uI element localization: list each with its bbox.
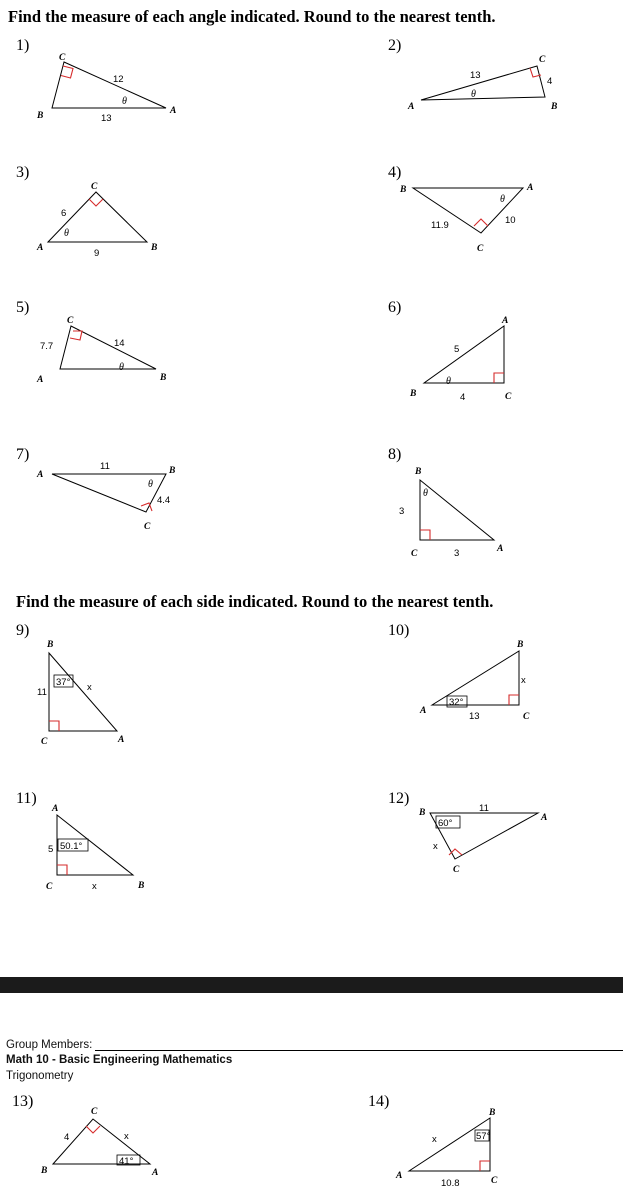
problem-number: 6) (388, 299, 402, 316)
vertex-label: A (152, 1168, 159, 1178)
triangle-9 (49, 653, 117, 731)
vertex-label: B (517, 640, 524, 650)
side-label: 5 (48, 844, 54, 855)
side-label: x (521, 675, 526, 686)
problem-number: 13) (12, 1093, 34, 1110)
theta-label: θ (119, 362, 124, 373)
side-label: 5 (454, 344, 460, 355)
right-angle-marker (57, 865, 67, 875)
vertex-label: C (477, 244, 484, 254)
side-label: 11 (100, 461, 110, 472)
vertex-label: C (505, 392, 512, 402)
vertex-label: B (151, 243, 158, 253)
triangle-10 (432, 651, 519, 705)
vertex-label: B (415, 467, 422, 477)
angle-label: 50.1° (60, 841, 83, 852)
triangle-4 (413, 188, 523, 233)
side-label: x (87, 682, 92, 693)
side-label: 11.9 (431, 220, 449, 231)
triangle-5 (60, 326, 156, 369)
right-angle-marker (480, 1161, 490, 1171)
side-label: 10.8 (441, 1178, 460, 1189)
vertex-label: C (523, 712, 530, 722)
angle-label: 57° (476, 1131, 491, 1142)
theta-label: θ (64, 228, 69, 239)
side-label: 6 (61, 208, 67, 219)
problem-number: 10) (388, 622, 410, 639)
vertex-label: C (59, 53, 66, 63)
side-label: 9 (94, 248, 100, 259)
vertex-label: A (52, 804, 59, 814)
vertex-label: C (144, 522, 151, 532)
triangle-8 (420, 480, 494, 540)
side-label: 10 (505, 215, 516, 226)
problem-number: 3) (16, 164, 30, 181)
side-label: x (92, 881, 97, 892)
side-label: 13 (101, 113, 112, 124)
vertex-label: A (408, 102, 415, 112)
right-angle-marker (530, 68, 541, 77)
triangle-1 (52, 62, 166, 108)
vertex-label: A (170, 106, 177, 116)
right-angle-marker (474, 219, 488, 226)
right-angle-marker (420, 530, 430, 540)
vertex-label: A (37, 375, 44, 385)
theta-label: θ (122, 96, 127, 107)
problem-number: 4) (388, 164, 402, 181)
problem-number: 2) (388, 37, 402, 54)
problem-number: 14) (368, 1093, 390, 1110)
vertex-label: A (497, 544, 504, 554)
side-label: 3 (399, 506, 405, 517)
vertex-label: C (91, 1107, 98, 1117)
triangle-2 (421, 66, 545, 100)
vertex-label: B (169, 466, 176, 476)
vertex-label: C (539, 55, 546, 65)
side-label: x (432, 1134, 437, 1145)
side-label: 13 (470, 70, 481, 81)
side-label: 4 (547, 76, 553, 87)
angle-label: 37° (56, 677, 71, 688)
side-label: 3 (454, 548, 460, 559)
theta-label: θ (148, 479, 153, 490)
side-label: x (433, 841, 438, 852)
side-label: 12 (113, 74, 124, 85)
side-label: 7.7 (40, 341, 54, 352)
vertex-label: B (41, 1166, 48, 1176)
theta-label: θ (500, 194, 505, 205)
side-label: 11 (479, 803, 489, 814)
section-heading-sides: Find the measure of each side indicated. Round to the nearest tenth. (16, 592, 494, 611)
side-label: 11 (37, 687, 47, 698)
side-label: 4.4 (157, 495, 171, 506)
vertex-label: C (491, 1176, 498, 1186)
right-angle-marker (494, 373, 504, 383)
theta-label: θ (423, 488, 428, 499)
side-label: 14 (114, 338, 125, 349)
angle-label: 41° (119, 1156, 134, 1167)
vertex-label: B (419, 808, 426, 818)
vertex-label: B (138, 881, 145, 891)
vertex-label: C (41, 737, 48, 747)
triangle-6 (424, 326, 504, 383)
course-title: Math 10 - Basic Engineering Mathematics (6, 1054, 233, 1066)
vertex-label: A (37, 243, 44, 253)
problem-number: 1) (16, 37, 30, 54)
vertex-label: B (37, 111, 44, 121)
vertex-label: A (420, 706, 427, 716)
section-heading-angles: Find the measure of each angle indicated. Round to the nearest tenth. (8, 7, 496, 26)
problem-number: 8) (388, 446, 402, 463)
vertex-label: C (411, 549, 418, 559)
vertex-label: C (91, 182, 98, 192)
side-label: x (124, 1131, 129, 1142)
vertex-label: A (541, 813, 548, 823)
angle-label: 32° (449, 697, 464, 708)
theta-label: θ (471, 89, 476, 100)
group-members-line (95, 1050, 623, 1051)
right-angle-marker (86, 1126, 100, 1133)
vertex-label: B (551, 102, 558, 112)
theta-label: θ (446, 376, 451, 387)
vertex-label: A (502, 316, 509, 326)
side-label: 4 (460, 392, 466, 403)
vertex-label: B (400, 185, 407, 195)
right-angle-marker (509, 695, 519, 705)
problem-number: 7) (16, 446, 30, 463)
vertex-label: C (67, 316, 74, 326)
vertex-label: A (396, 1171, 403, 1181)
side-label: 4 (64, 1132, 70, 1143)
problem-number: 5) (16, 299, 30, 316)
vertex-label: B (489, 1108, 496, 1118)
vertex-label: C (453, 865, 460, 875)
vertex-label: C (46, 882, 53, 892)
right-angle-marker (89, 199, 103, 206)
vertex-label: A (118, 735, 125, 745)
group-members-label: Group Members: (6, 1039, 93, 1051)
side-label: 13 (469, 711, 480, 722)
vertex-label: A (527, 183, 534, 193)
vertex-label: A (37, 470, 44, 480)
topic-label: Trigonometry (6, 1070, 74, 1082)
problem-number: 9) (16, 622, 30, 639)
problem-number: 11) (16, 790, 37, 807)
triangle-14 (409, 1118, 490, 1171)
right-angle-marker (49, 721, 59, 731)
vertex-label: B (160, 373, 167, 383)
vertex-label: B (47, 640, 54, 650)
problem-number: 12) (388, 790, 410, 807)
right-angle-marker (70, 331, 82, 340)
vertex-label: B (410, 389, 417, 399)
angle-label: 60° (438, 818, 453, 829)
page-divider-band (0, 977, 623, 993)
